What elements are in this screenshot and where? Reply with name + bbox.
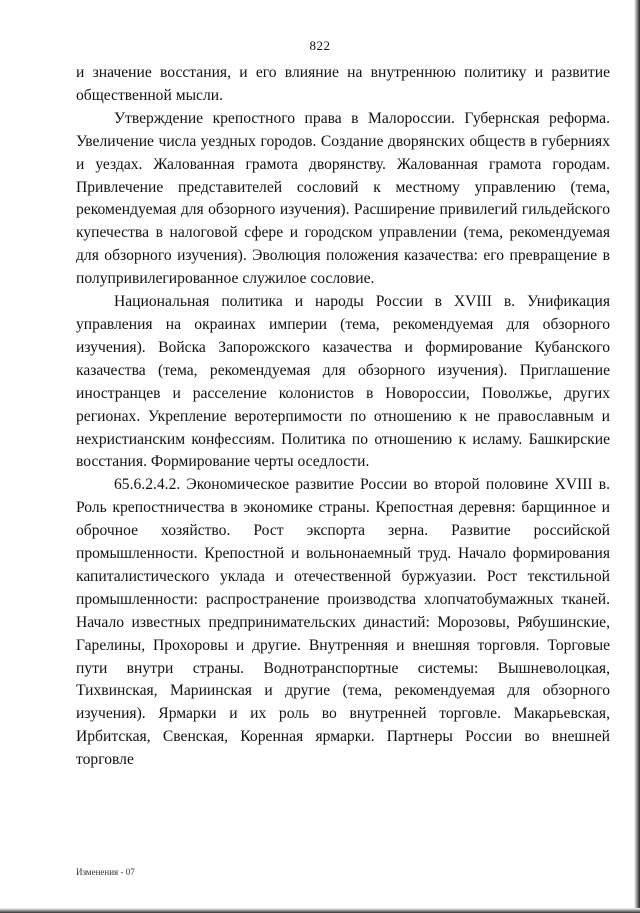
scan-edge-bottom [0,908,640,913]
page-number: 822 [309,38,331,53]
scan-edge-right [634,0,640,913]
paragraph-economic-development: 65.6.2.4.2. Экономическое развитие России во второй половине XVIII в. Роль крепостничества в экономике страны. Крепостная деревня: барщинное и оброчное хозяйство. Рост экспорта зерна. Развитие российской промышленности. Крепостной и вольнонаемный труд. Начало формирования капиталистического уклада и отечественной буржуазии. Рост текстильной промышленности: распространение производства хлопчатобумажных тканей. Начало известных предпринимательских династий: Морозовы, Рябушинские, Гарелины, Прохоровы и другие. Внутренняя и внешняя торговля. Торговые пути внутри страны. Воднотранспортные системы: Вышневолоцкая, Тихвинская, Мариинская и другие (тема, рекомендуемая для обзорного изучения). Ярмарки и их роль во внутренней торговле. Макарьевская, Ирбитская, Свенская, Коренная ярмарки. Партнеры России во внешней торговле [76,476,610,769]
body-text [76,62,610,772]
paragraph-continuation: и значение восстания, и его влияние на внутреннюю политику и развитие общественной мысли. [76,64,610,104]
footer-revision: Изменения - 07 [76,867,135,877]
paragraph-national-policy: Национальная политика и народы России в XVIII в. Унификация управления на окраинах империи (тема, рекомендуемая для обзорного изучения). Войска Запорожского казачества и формирование Кубанского казачества (тема, рекомендуемая для обзорного изучения). Приглашение иностранцев и расселение колонистов в Новороссии, Поволжье, других регионах. Укрепление веротерпимости по отношению к не православным и нехристианским конфессиям. Политика по отношению к исламу. Башкирские восстания. Формирование черты оседлости. [76,293,610,471]
paragraph-serfdom-malorossia: Утверждение крепостного права в Малороссии. Губернская реформа. Увеличение числа уездных городов. Создание дворянских обществ в губерниях и уездах. Жалованная грамота дворянству. Жалованная грамота городам. Привлечение представителей сословий к местному управлению (тема, рекомендуемая для обзорного изучения). Расширение привилегий гильдейского купечества в налоговой сфере и городском управлении (тема, рекомендуемая для обзорного изучения). Эволюция положения казачества: его превращение в полупривилегированное служилое сословие. [76,109,610,288]
